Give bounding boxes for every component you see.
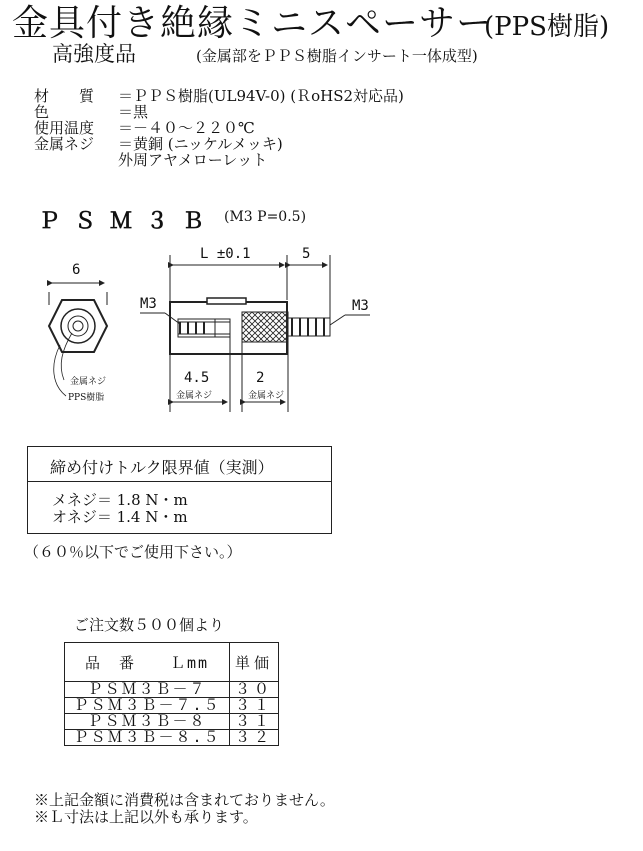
footnote-tax: ※上記金額に消費税は含まれておりません。 [34,791,335,809]
spec-value: ＝黒 [118,103,149,121]
header-price: 単価 [230,643,279,682]
spec-label: 色 [34,103,50,121]
row-price: ３１ [230,714,279,730]
label-female-screw: 金属ネジ [176,391,213,401]
spec-label: 使用温度 [34,119,95,137]
subtitle-note: (金属部をＰＰＳ樹脂インサート一体成型) [196,47,478,65]
dim-length: L ±0.1 [200,246,251,262]
model-thread: (M3 P=0.5) [224,209,307,225]
table-row [65,730,279,746]
dim-hex-width: 6 [72,262,81,278]
label-pps-resin: PPS樹脂 [68,393,105,403]
row-code: ＰＳＭ３Ｂ－８ [65,714,230,730]
footnote-length: ※Ｌ寸法は上記以外も承ります。 [34,808,258,826]
table-header-row [65,643,279,682]
header-code: 品 番 Ｌmm [65,643,230,682]
min-order-note: ご注文数５００個より [74,616,225,634]
row-code: ＰＳＭ３Ｂ－７.５ [65,698,230,714]
spec-value: ＝黄銅 (ニッケルメッキ) [118,135,283,153]
row-price: ３２ [230,730,279,746]
spec-label: 金属ネジ [34,135,95,153]
label-m3-left: M3 [140,296,157,312]
torque-female: メネジ＝ 1.8 N・m [52,491,188,509]
torque-title: 締め付けトルク限界値（実測） [50,458,274,477]
row-code: ＰＳＭ３Ｂ－７ [65,682,230,698]
model-name: ＰＳＭ３Ｂ [38,208,219,234]
row-code: ＰＳＭ３Ｂ－８.５ [65,730,230,746]
dim-stud: 5 [302,246,311,262]
dim-male-depth: 2 [256,370,265,386]
label-metal-screw: 金属ネジ [70,377,107,387]
label-m3-right: M3 [352,298,369,314]
title-material: (PPS樹脂) [484,12,610,42]
spec-value: ＝ＰＰＳ樹脂(UL94V-0) (ＲoHS2対応品) [118,87,404,105]
page-title: 金具付き絶縁ミニスペーサー [12,3,494,44]
row-price: ３０ [230,682,279,698]
dim-female-depth: 4.5 [184,370,210,386]
subtitle: 高強度品 [52,42,136,66]
row-price: ３１ [230,698,279,714]
torque-box [27,446,332,534]
torque-male: オネジ＝ 1.4 N・m [52,508,188,526]
label-male-screw: 金属ネジ [248,391,285,401]
spec-label: 材 質 [34,87,95,105]
spec-value: ＝－４０～２２０℃ [118,119,255,137]
torque-note: （６０％以下でご使用下さい。） [24,543,242,561]
price-table [64,642,279,746]
spec-value: 外周アヤメローレット [118,151,268,169]
